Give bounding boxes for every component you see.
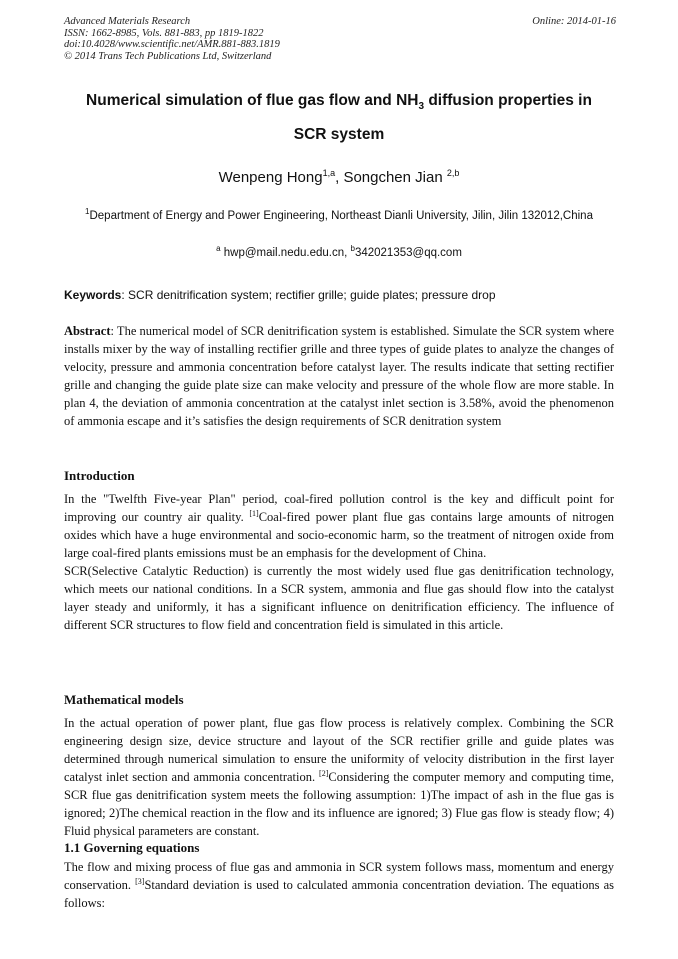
email-line <box>40 244 638 259</box>
gov-p1-text-a: The flow and mixing process of flue gas and ammonia in SCR system follows mass, momentum and energy conservation. <box>64 860 614 892</box>
title-subscript: 3 <box>418 101 425 113</box>
author-list <box>40 168 638 186</box>
gov-p1-text-b: Standard deviation is used to calculated ammonia concentration deviation. The equations as follows: <box>64 878 614 910</box>
citation-2: [2] <box>319 768 329 778</box>
email-b: 342021353@qq.com <box>354 246 462 259</box>
keywords <box>64 288 614 302</box>
models-p1-text-a: In the actual operation of power plant, flue gas flow process is relatively complex. Combining the SCR engineering design size, device structure and layout of the SCR rectifier grille and guide plates was determined through numerical simulation to ensure the uniformity of velocity distribution in the first layer catalyst inlet section and ammonia concentration. <box>64 716 614 784</box>
copyright-line: © 2014 Trans Tech Publications Ltd, Switzerland <box>64 50 272 62</box>
models-heading: Mathematical models <box>64 692 184 707</box>
issn-line: ISSN: 1662-8985, Vols. 881-883, pp 1819-1822 <box>64 27 264 39</box>
email-a: hwp@mail.nedu.edu.cn, <box>220 246 351 259</box>
keywords-text: : SCR denitrification system; rectifier grille; guide plates; pressure drop <box>121 288 496 302</box>
governing-paragraph-1 <box>64 858 614 912</box>
online-date: Online: 2014-01-16 <box>532 16 616 27</box>
abstract-label: Abstract <box>64 324 111 338</box>
introduction-body <box>64 490 614 634</box>
affiliation-marker: 1 <box>85 207 90 216</box>
models-paragraph-1 <box>64 714 614 840</box>
author-2: Songchen Jian <box>343 169 447 186</box>
doi-line: doi:10.4028/www.scientific.net/AMR.881-883.1819 <box>64 39 280 50</box>
keywords-label: Keywords <box>64 288 122 302</box>
introduction-paragraph-2: SCR(Selective Catalytic Reduction) is currently the most widely used flue gas denitrification technology, which meets our national conditions. In a SCR system, ammonia and flue gas should flow into the catalyst layer steady and uniformly, it has a significant influence on denitrification efficiency. The influence of different SCR structures to flow field and concentration field is simulated in this article. <box>64 564 614 632</box>
introduction-heading: Introduction <box>64 468 135 483</box>
author-1: Wenpeng Hong <box>218 169 323 186</box>
email-b-marker: b <box>350 244 355 253</box>
introduction-paragraph-1 <box>64 490 614 562</box>
abstract-text: : The numerical model of SCR denitrification system is established. Simulate the SCR system where installs mixer by the way of installing rectifier grille and three types of guide plates to analyze the changes of velocity, pressure and ammonia concentration before catalyst layer. The results indicate that setting rectifier grille and changing the guide plate size can make velocity and pressure of the whole flow are more stable. In plan 4, the deviation of ammonia concentration at the catalyst inlet section is 3.58%, avoid the phenomenon of ammonia escape and it’s satisfies the design requirements of SCR denitration system <box>64 324 614 428</box>
paper-title-line-1 <box>40 92 638 112</box>
governing-equations-heading: 1.1 Governing equations <box>64 840 200 855</box>
title-text-a: Numerical simulation of flue gas flow and NH <box>86 92 419 109</box>
author-2-affil: 2,b <box>446 168 460 178</box>
email-a-marker: a <box>216 244 221 253</box>
journal-name: Advanced Materials Research <box>64 16 191 27</box>
author-separator: , <box>335 169 344 186</box>
journal-meta <box>64 16 280 62</box>
models-p1-text-b: Considering the computer memory and computing time, SCR flue gas denitrification system meets the following assumption: 1)The impact of ash in the flue gas is ignored; 2)The chemical reaction in the flow and its influence are ignored; 3) Flue gas flow is steady flow; 4) Fluid physical parameters are constant. <box>64 770 614 838</box>
models-body <box>64 714 614 840</box>
affiliation <box>80 203 598 225</box>
abstract <box>64 322 614 430</box>
affiliation-text: Department of Energy and Power Engineering, Northeast Dianli University, Jilin, Jilin 132012,China <box>89 209 593 222</box>
citation-3: [3] <box>135 876 145 886</box>
intro-p1-text-a: In the "Twelfth Five-year Plan" period, coal-fired pollution control is the key and difficult point for improving our country air quality. <box>64 492 614 524</box>
governing-equations-body <box>64 858 614 912</box>
citation-1: [1] <box>249 508 259 518</box>
intro-p1-text-b: Coal-fired power plant flue gas contains large amounts of nitrogen oxides which have a huge environmental and socio-economic harm, so the treatment of nitrogen oxide from large coal-fired plants emissions must be an emphasis for the development of China. <box>64 510 614 560</box>
paper-title-line-2: SCR system <box>293 126 385 143</box>
author-1-affil: 1,a <box>322 168 336 178</box>
title-text-b: diffusion properties in <box>424 92 592 109</box>
